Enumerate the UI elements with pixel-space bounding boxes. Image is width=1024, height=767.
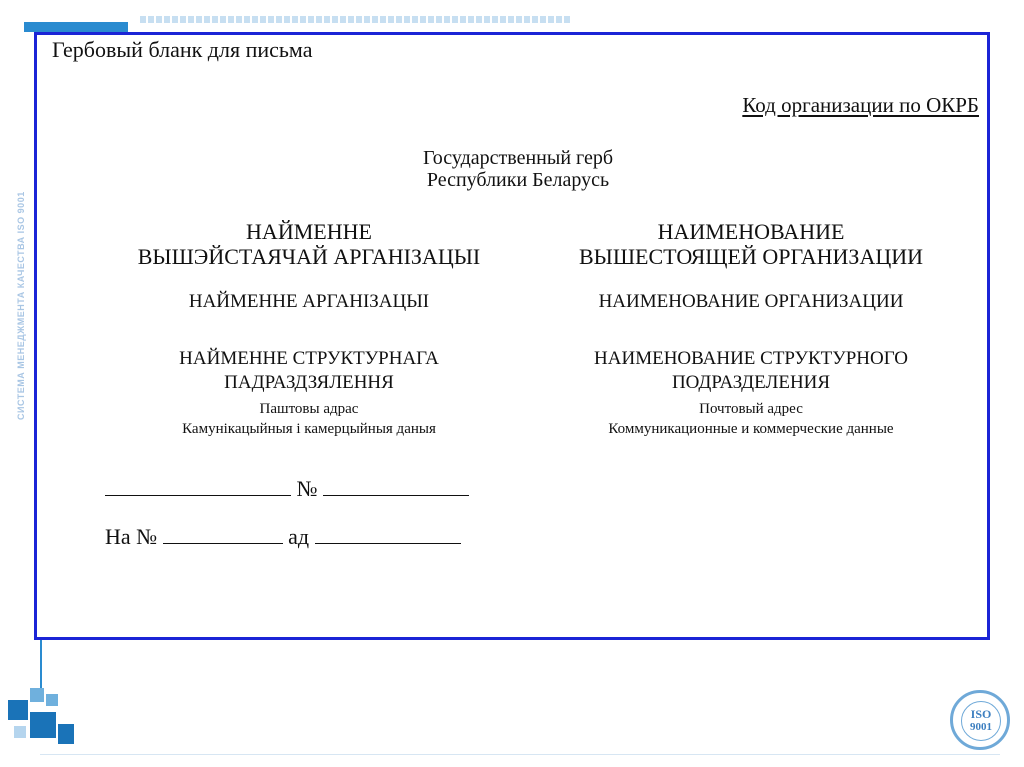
organization-name-by: НАЙМЕННЕ АРГАНІЗАЦЫІ — [188, 291, 430, 312]
higher-org-ru-line-2: ВЫШЕСТОЯЩЕЙ ОРГАНИЗАЦИИ — [579, 244, 923, 269]
letterhead-frame — [34, 32, 990, 640]
outgoing-number-line — [105, 475, 469, 502]
template-vertical-line — [40, 638, 42, 688]
organization-name-ru: НАИМЕНОВАНИЕ ОРГАНИЗАЦИИ — [598, 291, 904, 312]
iso-certification-badge — [950, 690, 1010, 750]
higher-org-ru-line-1: НАИМЕНОВАНИЕ — [657, 219, 845, 244]
deco-square — [30, 712, 56, 738]
reply-from-label: ад — [288, 524, 310, 549]
iso-badge-text: ISO — [970, 707, 992, 721]
quality-system-caption: СИСТЕМА МЕНЕДЖМЕНТА КАЧЕСТВА ISO 9001 — [16, 191, 26, 420]
state-emblem-placeholder — [37, 147, 987, 191]
structural-unit-ru — [541, 347, 961, 395]
contacts-by: Камунікацыйныя і камерцыйныя даныя — [182, 421, 436, 437]
number-sign: № — [296, 476, 318, 501]
iso-badge-number: 9001 — [970, 721, 992, 733]
deco-square — [30, 688, 44, 702]
higher-organization-ru — [541, 219, 961, 269]
reply-reference-line — [105, 523, 461, 550]
iso-badge-inner — [961, 701, 1001, 741]
template-footer-line — [40, 754, 1000, 755]
contacts-ru: Коммуникационные и коммерческие данные — [608, 421, 894, 437]
contact-block-ru — [541, 399, 961, 439]
template-top-bar — [24, 22, 128, 32]
higher-org-by-line-1: НАЙМЕННЕ — [246, 219, 372, 244]
unit-ru-line-2: ПОДРАЗДЕЛЕНИЯ — [671, 372, 831, 393]
number-blank — [323, 475, 469, 496]
structural-unit-by — [99, 347, 519, 395]
deco-square — [8, 700, 28, 720]
unit-ru-line-1: НАИМЕНОВАНИЕ СТРУКТУРНОГО — [594, 348, 908, 369]
date-blank — [105, 475, 291, 496]
page-title: Гербовый бланк для письма — [52, 37, 313, 62]
higher-org-by-line-2: ВЫШЭЙСТАЯЧАЙ АРГАНІЗАЦЫІ — [137, 244, 481, 269]
okrb-code-label: Код организации по ОКРБ — [742, 93, 979, 117]
reply-number-blank — [163, 523, 283, 544]
postal-address-by: Паштовы адрас — [259, 401, 359, 417]
contact-block-by — [99, 399, 519, 439]
emblem-line-2: Республики Беларусь — [426, 169, 610, 191]
unit-by-line-2: ПАДРАЗДЗЯЛЕННЯ — [224, 372, 394, 393]
deco-square — [46, 694, 58, 706]
reply-date-blank — [315, 523, 461, 544]
reply-prefix: На № — [105, 524, 158, 549]
template-header-strip — [140, 16, 570, 23]
emblem-line-1: Государственный герб — [422, 147, 614, 169]
deco-square — [14, 726, 26, 738]
higher-organization-by — [99, 219, 519, 269]
unit-by-line-1: НАЙМЕННЕ СТРУКТУРНАГА — [179, 348, 439, 369]
postal-address-ru: Почтовый адрес — [699, 401, 803, 417]
deco-square — [58, 724, 74, 744]
